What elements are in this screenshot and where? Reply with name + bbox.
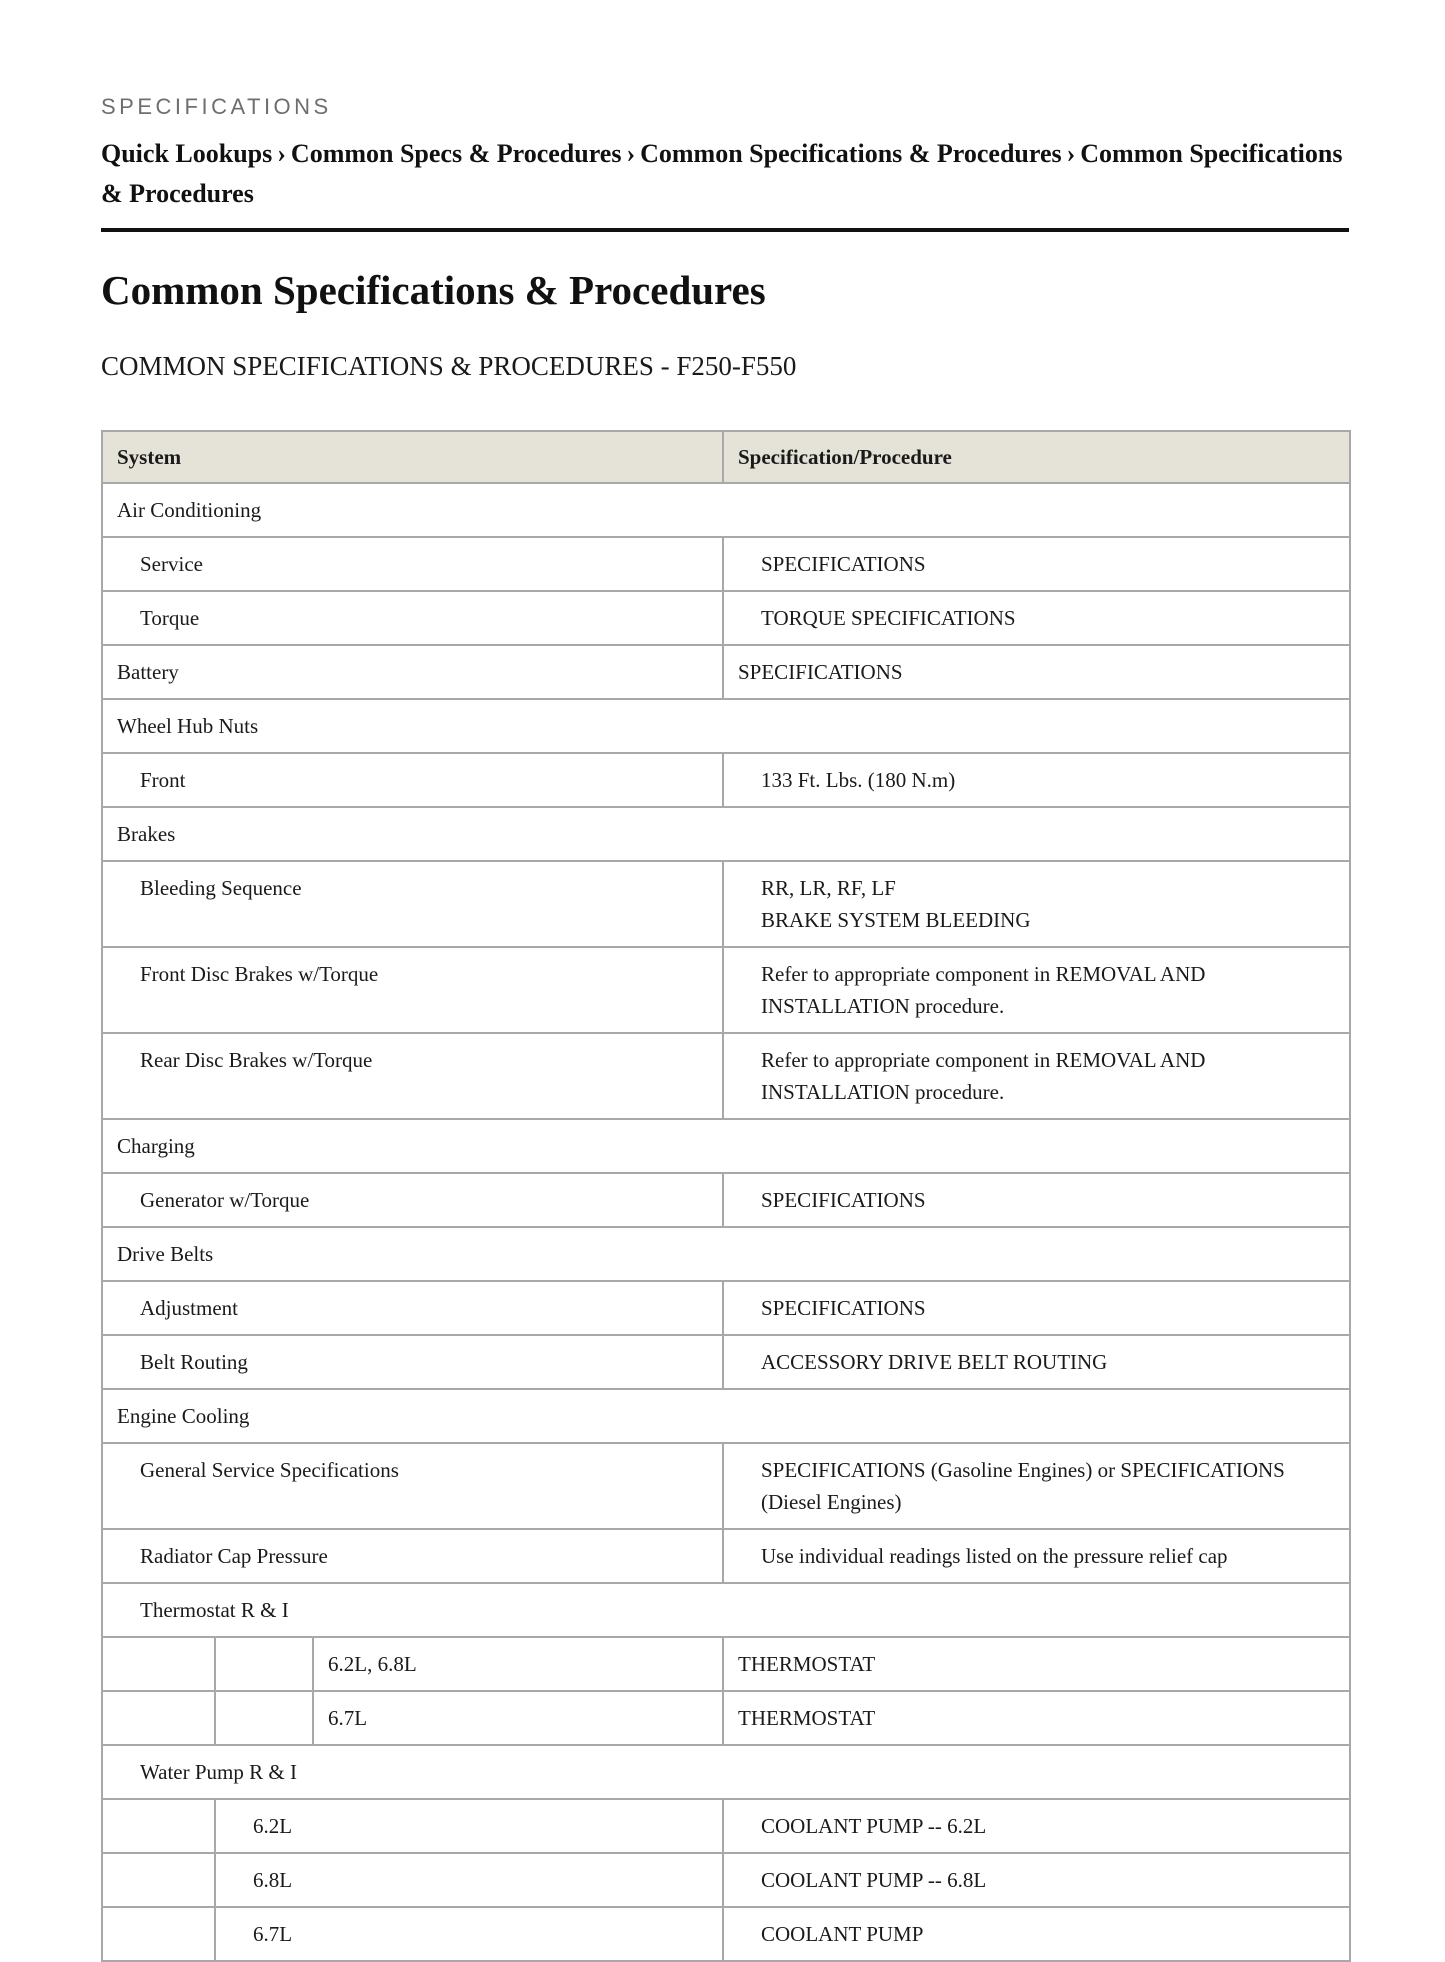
breadcrumb-item-current: Common Specifications & Procedures [101,139,1343,208]
spec-cell: Refer to appropriate component in REMOVAL AND INSTALLATION procedure. [723,1033,1350,1119]
system-cell: Radiator Cap Pressure [102,1529,723,1583]
system-cell: Bleeding Sequence [102,861,723,947]
breadcrumb-item[interactable]: Common Specs & Procedures [290,139,622,168]
table-row [102,1033,1350,1119]
spec-cell[interactable]: COOLANT PUMP -- 6.2L [723,1799,1350,1853]
table-row [102,537,1350,591]
system-cell: General Service Specifications [102,1443,723,1529]
breadcrumb-item[interactable]: Common Specifications & Procedures [640,139,1062,168]
empty-cell [102,1799,215,1853]
breadcrumb-separator: › [1066,139,1076,168]
spec-cell[interactable]: THERMOSTAT [723,1637,1350,1691]
system-cell: Belt Routing [102,1335,723,1389]
table-row [102,699,1350,753]
section-label: SPECIFICATIONS [101,94,332,119]
spec-cell: 133 Ft. Lbs. (180 N.m) [723,753,1350,807]
spec-line: RR, LR, RF, LF [761,876,896,900]
system-cell: Battery [102,645,723,699]
spec-cell: Refer to appropriate component in REMOVAL AND INSTALLATION procedure. [723,947,1350,1033]
table-row [102,1529,1350,1583]
column-header-system: System [102,431,723,483]
table-row [102,483,1350,537]
system-cell: 6.2L [215,1799,723,1853]
spec-cell[interactable]: SPECIFICATIONS (Gasoline Engines) or SPECIFICATIONS (Diesel Engines) [723,1443,1350,1529]
table-row [102,861,1350,947]
system-group-cell: Engine Cooling [102,1389,1350,1443]
spec-cell[interactable]: SPECIFICATIONS [723,1281,1350,1335]
spec-cell[interactable]: ACCESSORY DRIVE BELT ROUTING [723,1335,1350,1389]
table-row [102,1173,1350,1227]
system-cell: Torque [102,591,723,645]
empty-cell [102,1853,215,1907]
empty-cell [102,1691,215,1745]
breadcrumb-item[interactable]: Quick Lookups [101,139,273,168]
empty-cell [215,1691,313,1745]
breadcrumb-separator: › [277,139,286,168]
system-cell: Generator w/Torque [102,1173,723,1227]
system-subgroup-cell: Thermostat R & I [102,1583,1350,1637]
system-group-cell: Brakes [102,807,1350,861]
spec-cell[interactable]: SPECIFICATIONS [723,645,1350,699]
table-row [102,1227,1350,1281]
specifications-table [101,430,1351,1962]
system-cell: 6.2L, 6.8L [313,1637,723,1691]
spec-cell [723,861,1350,947]
system-cell: Service [102,537,723,591]
column-header-specification: Specification/Procedure [723,431,1350,483]
breadcrumb [101,134,1349,214]
table-row [102,1745,1350,1799]
table-row [102,1443,1350,1529]
table-row [102,1907,1350,1961]
table-row [102,591,1350,645]
spec-cell[interactable]: COOLANT PUMP -- 6.8L [723,1853,1350,1907]
empty-cell [102,1907,215,1961]
table-row [102,947,1350,1033]
spec-cell[interactable]: COOLANT PUMP [723,1907,1350,1961]
system-group-cell: Charging [102,1119,1350,1173]
table-row [102,1799,1350,1853]
system-cell: 6.8L [215,1853,723,1907]
page-title: Common Specifications & Procedures [101,267,766,313]
spec-cell[interactable]: SPECIFICATIONS [723,537,1350,591]
table-row [102,1281,1350,1335]
spec-link[interactable]: BRAKE SYSTEM BLEEDING [761,908,1031,932]
system-group-cell: Air Conditioning [102,483,1350,537]
spec-cell[interactable]: SPECIFICATIONS [723,1173,1350,1227]
system-cell: 6.7L [215,1907,723,1961]
system-group-cell: Drive Belts [102,1227,1350,1281]
empty-cell [102,1637,215,1691]
table-row [102,807,1350,861]
system-cell: Adjustment [102,1281,723,1335]
page-subtitle: COMMON SPECIFICATIONS & PROCEDURES - F250-F550 [101,351,797,381]
breadcrumb-separator: › [626,139,636,168]
system-cell: Front [102,753,723,807]
system-cell: 6.7L [313,1691,723,1745]
table-row [102,1389,1350,1443]
table-row [102,1853,1350,1907]
table-row [102,645,1350,699]
system-cell: Rear Disc Brakes w/Torque [102,1033,723,1119]
table-header-row [102,431,1350,483]
empty-cell [215,1637,313,1691]
system-subgroup-cell: Water Pump R & I [102,1745,1350,1799]
table-row [102,1119,1350,1173]
table-row [102,1637,1350,1691]
system-group-cell: Wheel Hub Nuts [102,699,1350,753]
table-row [102,1583,1350,1637]
system-cell: Front Disc Brakes w/Torque [102,947,723,1033]
spec-cell: Use individual readings listed on the pressure relief cap [723,1529,1350,1583]
table-row [102,753,1350,807]
spec-cell[interactable]: TORQUE SPECIFICATIONS [723,591,1350,645]
header-divider [101,228,1349,232]
table-row [102,1335,1350,1389]
spec-cell[interactable]: THERMOSTAT [723,1691,1350,1745]
table-row [102,1691,1350,1745]
